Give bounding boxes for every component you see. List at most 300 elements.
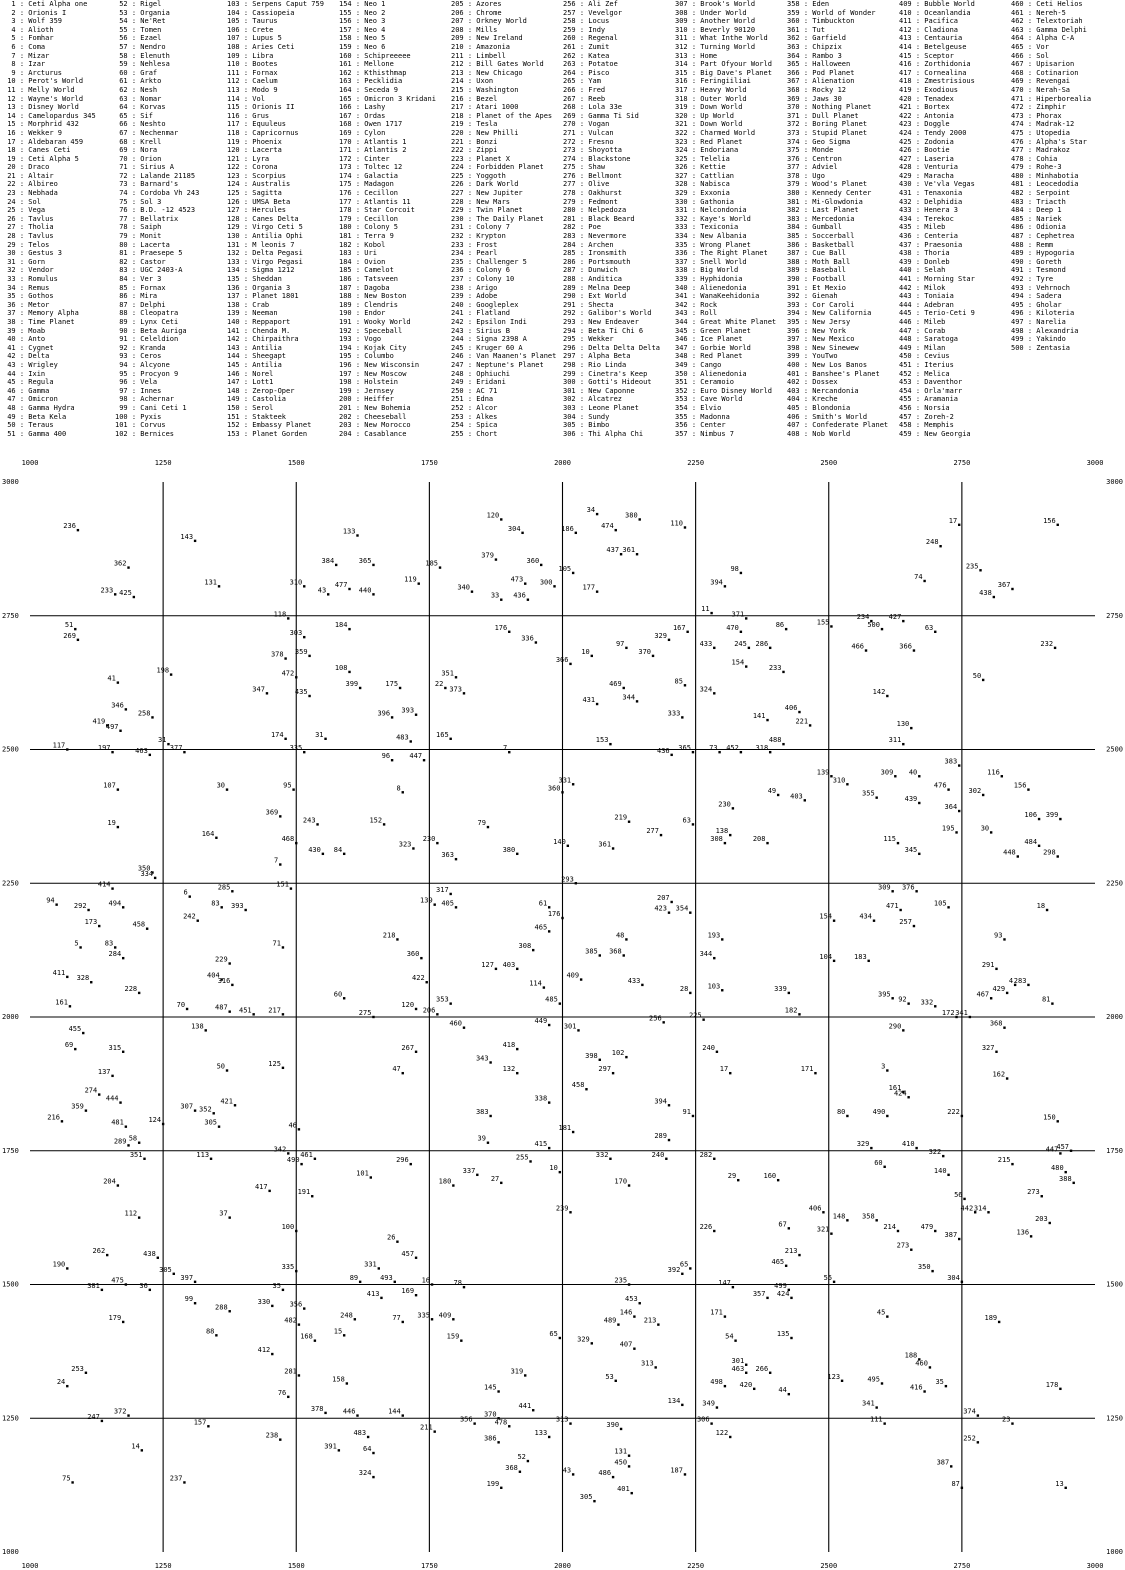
star-system (503, 961, 519, 970)
star-marker (913, 649, 915, 651)
legend-entry: 361 : Tut (787, 25, 825, 34)
star-system (1043, 517, 1059, 526)
star-system (945, 1231, 961, 1240)
star-label: 381 (87, 1281, 100, 1290)
star-system (726, 624, 742, 633)
star-system (503, 1041, 519, 1050)
legend-entry: 40 : Anto (3, 335, 46, 344)
star-label: 195 (941, 824, 955, 833)
star-label: 80 (836, 1107, 846, 1116)
star-marker (734, 1339, 736, 1341)
legend-entry: 42 : Delta (3, 352, 50, 361)
star-label: 60 (874, 1158, 883, 1167)
star-system (973, 672, 985, 681)
star-label: 53 (605, 1372, 614, 1381)
star-marker (114, 593, 116, 595)
legend-entry: 456 : Norsia (899, 403, 950, 412)
star-system (1040, 640, 1056, 649)
legend-entry: 81 : Praesepe 5 (115, 249, 183, 258)
legend-entry: 310 : Beverly 90120 (675, 25, 756, 34)
star-marker (431, 1318, 433, 1320)
star-system (300, 1333, 316, 1342)
legend-entry: 443 : Toniaia (899, 292, 954, 301)
star-marker (218, 585, 220, 587)
star-label: 356 (459, 1415, 473, 1424)
star-system (65, 1041, 77, 1050)
legend-entry: 198 : Holstein (339, 378, 399, 387)
legend-entry: 480 : Minhabotia (1011, 171, 1079, 180)
star-system (55, 998, 71, 1007)
legend-entry: 477 : Madrakoz (1011, 146, 1071, 155)
star-marker (958, 524, 960, 526)
star-label: 91 (682, 1107, 691, 1116)
legend-entry: 417 : Cornealina (899, 68, 967, 77)
star-system (1056, 1143, 1072, 1152)
star-label: 110 (670, 519, 683, 528)
star-system (441, 669, 457, 678)
legend-entry: 63 : Nomar (115, 94, 162, 103)
legend-entry: 312 : Turning World (675, 42, 756, 51)
star-marker (947, 788, 949, 790)
legend-entry: 178 : Star Corcoit (339, 206, 415, 215)
star-system (74, 939, 81, 948)
star-system (553, 838, 569, 847)
star-system (125, 985, 141, 994)
star-marker (881, 1382, 883, 1384)
star-label: 8 (396, 784, 401, 793)
star-marker (271, 1353, 273, 1355)
legend-entry: 343 : Roll (675, 309, 718, 318)
y-tick-label: 1500 (1106, 1280, 1123, 1289)
legend-entry: 297 : Alpha Beta (563, 352, 631, 361)
star-system (114, 1408, 130, 1417)
star-system (1027, 1188, 1043, 1197)
star-label: 73 (709, 744, 718, 753)
star-marker (354, 1318, 356, 1320)
star-label: 393 (231, 902, 244, 910)
legend-column (115, 0, 199, 438)
star-system (827, 1373, 843, 1382)
star-system (1035, 1215, 1051, 1224)
star-system (990, 1020, 1006, 1029)
star-label: 490 (286, 1156, 300, 1165)
star-label: 178 (1045, 1380, 1059, 1389)
star-label: 489 (603, 1316, 617, 1325)
star-label: 275 (358, 1009, 372, 1017)
star-system (862, 790, 878, 799)
star-system (521, 635, 537, 644)
star-marker (324, 1412, 326, 1414)
star-system (601, 522, 617, 531)
star-system (851, 643, 867, 652)
star-marker (947, 906, 949, 908)
star-marker (961, 1281, 963, 1283)
star-label: 458 (132, 920, 146, 929)
star-marker (423, 759, 425, 761)
star-system (274, 1145, 290, 1154)
star-marker (508, 631, 510, 633)
star-marker (231, 890, 233, 892)
star-label: 49 (767, 786, 777, 795)
star-label: 47 (392, 1065, 401, 1074)
legend-entry: 284 : Archen (563, 240, 614, 249)
legend-entry: 322 : Charmed World (675, 128, 756, 137)
legend-entry: 150 : Serol (227, 403, 274, 412)
star-label: 16 (421, 1276, 431, 1285)
legend-entry: 164 : Seceda 9 (339, 85, 399, 94)
star-marker (990, 831, 992, 833)
star-marker (668, 911, 670, 913)
star-marker (782, 743, 784, 745)
star-system (833, 1212, 849, 1221)
star-system (481, 961, 497, 970)
star-label: 415 (534, 1140, 548, 1149)
star-marker (436, 1013, 438, 1015)
legend-entry: 6 : Coma (3, 42, 46, 51)
star-marker (724, 1315, 726, 1317)
legend-entry: 330 : Gathonia (675, 197, 735, 206)
star-marker (356, 1414, 358, 1416)
star-label: 366 (899, 642, 912, 651)
legend-entry: 147 : Lott1 (227, 378, 274, 387)
star-label: 359 (71, 1102, 84, 1111)
star-system (98, 1068, 114, 1077)
legend-entry: 276 : Bellmont (563, 171, 623, 180)
legend-entry: 351 : Ceramoio (675, 378, 735, 387)
star-label: 113 (196, 1150, 210, 1159)
star-marker (833, 920, 835, 922)
star-marker (548, 1101, 550, 1103)
star-marker (495, 968, 497, 970)
star-label: 138 (191, 1022, 204, 1031)
legend-entry: 302 : Alcatrez (563, 395, 623, 404)
star-marker (710, 1422, 712, 1424)
star-marker (380, 1297, 382, 1299)
star-label: 440 (358, 586, 372, 595)
star-marker (567, 845, 569, 847)
star-label: 217 (268, 1006, 281, 1015)
star-system (57, 1378, 69, 1387)
legend-entry: 30 : Gestus 3 (3, 249, 63, 258)
star-system (334, 990, 346, 999)
star-label: 306 (696, 1415, 710, 1424)
legend-entry: 305 : Bimbo (563, 421, 610, 430)
star-system (132, 921, 148, 930)
star-label: 61 (538, 899, 548, 908)
star-system (785, 1006, 801, 1015)
star-system (511, 1367, 527, 1376)
star-marker (186, 1008, 188, 1010)
star-system (614, 814, 630, 823)
star-system (399, 840, 415, 849)
star-system (620, 1341, 636, 1350)
star-system (580, 1493, 596, 1502)
star-marker (189, 895, 191, 897)
legend-entry: 357 : Nimbus 7 (675, 429, 735, 438)
legend-entry: 203 : New Morocco (339, 421, 411, 430)
legend-entry: 273 : Shoyotta (563, 146, 623, 155)
legend-entry: 422 : Antonia (899, 111, 954, 120)
legend-entry: 439 : Donleb (899, 257, 950, 266)
star-system (290, 578, 306, 587)
star-marker (284, 738, 286, 740)
star-label: 247 (87, 1412, 100, 1421)
star-system (170, 1474, 186, 1483)
star-label: 83 (211, 899, 220, 908)
star-marker (875, 796, 877, 798)
star-label: 463 (731, 1364, 745, 1373)
star-label: 257 (899, 918, 912, 927)
star-system (558, 565, 574, 574)
star-label: 40 (908, 768, 918, 777)
star-system (273, 939, 285, 948)
star-marker (692, 1115, 694, 1117)
legend-entry: 95 : Procyon 9 (115, 369, 179, 378)
legend-entry: 376 : Centron (787, 154, 842, 163)
legend-entry: 306 : Thi Alpha Chi (563, 429, 644, 438)
star-label: 433 (699, 639, 713, 648)
star-label: 118 (273, 610, 287, 619)
star-label: 347 (252, 685, 265, 694)
star-marker (540, 564, 542, 566)
star-system (98, 744, 114, 753)
legend-entry: 207 : Orkney World (451, 17, 527, 26)
star-marker (745, 1364, 747, 1366)
star-marker (77, 639, 79, 641)
legend-entry: 62 : Nesh (115, 85, 158, 94)
star-label: 236 (63, 522, 76, 531)
legend-entry: 411 : Pacifica (899, 17, 959, 26)
star-label: 317 (436, 885, 449, 894)
star-system (886, 902, 902, 911)
star-marker (612, 847, 614, 849)
star-marker (931, 1270, 933, 1272)
star-system (266, 1432, 282, 1441)
star-system (730, 565, 742, 574)
star-marker (910, 727, 912, 729)
star-label: 298 (1043, 848, 1056, 857)
star-label: 52 (517, 1453, 526, 1462)
legend-entry: 237 : Colony 10 (451, 275, 515, 283)
star-label: 123 (827, 1372, 841, 1381)
legend-entry: 136 : Organia 3 (227, 283, 291, 292)
star-marker (575, 532, 577, 534)
star-marker (295, 1230, 297, 1232)
legend-entry: 227 : New Jupiter (451, 189, 523, 198)
star-system (614, 1458, 630, 1467)
y-tick-label: 1000 (2, 1548, 19, 1556)
star-label: 85 (674, 677, 683, 686)
legend-entry: 146 : Norel (227, 369, 274, 378)
legend-entry: 479 : Rohe-3 (1011, 163, 1062, 172)
star-system (183, 913, 199, 922)
star-system (383, 931, 399, 940)
star-system (359, 586, 375, 595)
star-system (125, 1210, 141, 1219)
star-system (969, 787, 985, 796)
star-label: 76 (277, 1388, 287, 1397)
star-marker (681, 716, 683, 718)
legend-column (675, 0, 776, 438)
star-label: 226 (699, 1223, 713, 1231)
star-system (457, 584, 473, 593)
star-marker (939, 545, 941, 547)
star-system (1055, 1480, 1067, 1489)
legend-entry: 378 : Ugo (787, 171, 825, 180)
star-marker (623, 954, 625, 956)
x-tick-label: 3000 (1086, 459, 1104, 467)
star-marker (625, 647, 627, 649)
star-system (859, 913, 875, 922)
star-label: 398 (585, 1051, 598, 1060)
star-label: 310 (289, 578, 303, 587)
star-label: 89 (349, 1273, 359, 1282)
legend-entry: 77 : Bellatrix (115, 214, 179, 223)
star-marker (170, 673, 172, 675)
star-system (303, 816, 319, 825)
star-system (491, 1175, 503, 1184)
star-marker (822, 1211, 824, 1213)
legend-entry: 352 : Euro Disney World (675, 386, 772, 395)
star-system (422, 1277, 434, 1286)
star-label: 134 (667, 1396, 681, 1405)
star-marker (886, 695, 888, 697)
star-system (982, 961, 998, 970)
star-system (111, 1277, 127, 1286)
star-system (367, 1290, 383, 1299)
star-system (87, 1282, 103, 1291)
star-label: 387 (936, 1458, 950, 1467)
star-label: 393 (401, 706, 415, 715)
star-system (778, 1386, 790, 1395)
star-label: 431 (582, 696, 596, 705)
legend-entry: 158 : Neo 5 (339, 34, 386, 43)
star-label: 230 (718, 800, 731, 809)
star-system (463, 1167, 479, 1176)
y-tick-label: 3000 (1106, 478, 1123, 486)
star-system (598, 1469, 614, 1478)
legend-entry: 141 : Chenda M. (227, 326, 291, 335)
star-marker (308, 655, 310, 657)
legend-entry: 54 : Ne'Ret (115, 17, 166, 26)
legend-entry: 195 : Columbo (339, 352, 394, 361)
star-marker (460, 1339, 462, 1341)
legend-entry: 397 : New Mexico (787, 335, 855, 344)
star-marker (431, 1283, 433, 1285)
star-label: 133 (534, 1428, 548, 1437)
legend-entry: 449 : Milan (899, 343, 946, 352)
star-marker (684, 526, 686, 528)
star-marker (487, 826, 489, 828)
star-system (1042, 996, 1054, 1005)
legend-entry: 409 : Bubble World (899, 0, 975, 8)
legend-entry: 155 : Neo 2 (339, 8, 386, 17)
star-label: 380 (502, 845, 516, 854)
star-system (702, 1044, 718, 1053)
legend-entry: 469 : Revengai (1011, 77, 1071, 86)
star-label: 5 (74, 939, 79, 948)
y-tick-label: 2500 (2, 745, 19, 754)
star-marker (500, 1487, 502, 1489)
star-system (284, 1317, 300, 1326)
legend-entry: 57 : Nendro (115, 42, 166, 51)
star-marker (559, 1002, 561, 1004)
star-label: 461 (300, 1150, 313, 1159)
legend-entry: 115 : Orionis II (227, 103, 295, 112)
star-label: 355 (862, 789, 875, 798)
star-label: 281 (284, 1367, 297, 1376)
star-marker (689, 911, 691, 913)
star-marker (636, 553, 638, 555)
star-marker (660, 834, 662, 836)
star-label: 394 (710, 578, 723, 587)
legend-entry: 476 : Alpha's Star (1011, 137, 1087, 146)
star-label: 255 (515, 1153, 529, 1162)
star-system (63, 632, 79, 641)
star-label: 331 (364, 1260, 377, 1269)
star-marker (197, 920, 199, 922)
legend-entry: 495 : Gholar (1011, 300, 1062, 309)
star-label: 324 (699, 685, 713, 694)
star-marker (122, 1321, 124, 1323)
star-system (62, 1474, 74, 1483)
legend-entry: 52 : Rigel (115, 0, 162, 8)
legend-entry: 49 : Beta Kela (3, 412, 67, 421)
star-marker (1001, 775, 1003, 777)
star-marker (543, 986, 545, 988)
star-label: 490 (872, 1107, 886, 1116)
legend-entry: 190 : Endor (339, 309, 386, 318)
star-system (926, 538, 942, 547)
star-marker (455, 906, 457, 908)
star-system (563, 1466, 575, 1475)
star-marker (788, 1227, 790, 1229)
legend-column (1011, 0, 1091, 352)
star-marker (689, 1267, 691, 1269)
star-system (396, 733, 412, 742)
legend-entry: 145 : Antilia (227, 360, 282, 369)
star-label: 154 (819, 912, 833, 921)
star-marker (612, 1476, 614, 1478)
star-label: 411 (52, 968, 66, 977)
star-system (397, 784, 404, 793)
legend-entry: 410 : Oceanlandia (899, 8, 971, 17)
star-system (282, 1263, 298, 1272)
star-marker (636, 700, 638, 702)
star-system (540, 578, 556, 587)
star-marker (69, 1005, 71, 1007)
star-marker (886, 1315, 888, 1317)
star-label: 185 (425, 559, 439, 568)
star-system (596, 1151, 612, 1160)
star-marker (1059, 818, 1061, 820)
star-label: 364 (944, 803, 958, 812)
star-label: 486 (598, 1469, 612, 1478)
star-label: 35 (272, 1281, 281, 1290)
star-label: 79 (477, 819, 486, 828)
star-system (364, 1260, 380, 1269)
star-marker (612, 1072, 614, 1074)
star-label: 183 (854, 952, 867, 961)
legend-entry: 337 : Snell World (675, 257, 747, 266)
star-marker (910, 1249, 912, 1251)
legend-entry: 75 : Sol 3 (115, 197, 162, 206)
star-label: 361 (622, 546, 636, 555)
star-marker (631, 1492, 633, 1494)
star-system (585, 947, 601, 956)
star-marker (117, 681, 119, 683)
star-system (628, 977, 644, 986)
